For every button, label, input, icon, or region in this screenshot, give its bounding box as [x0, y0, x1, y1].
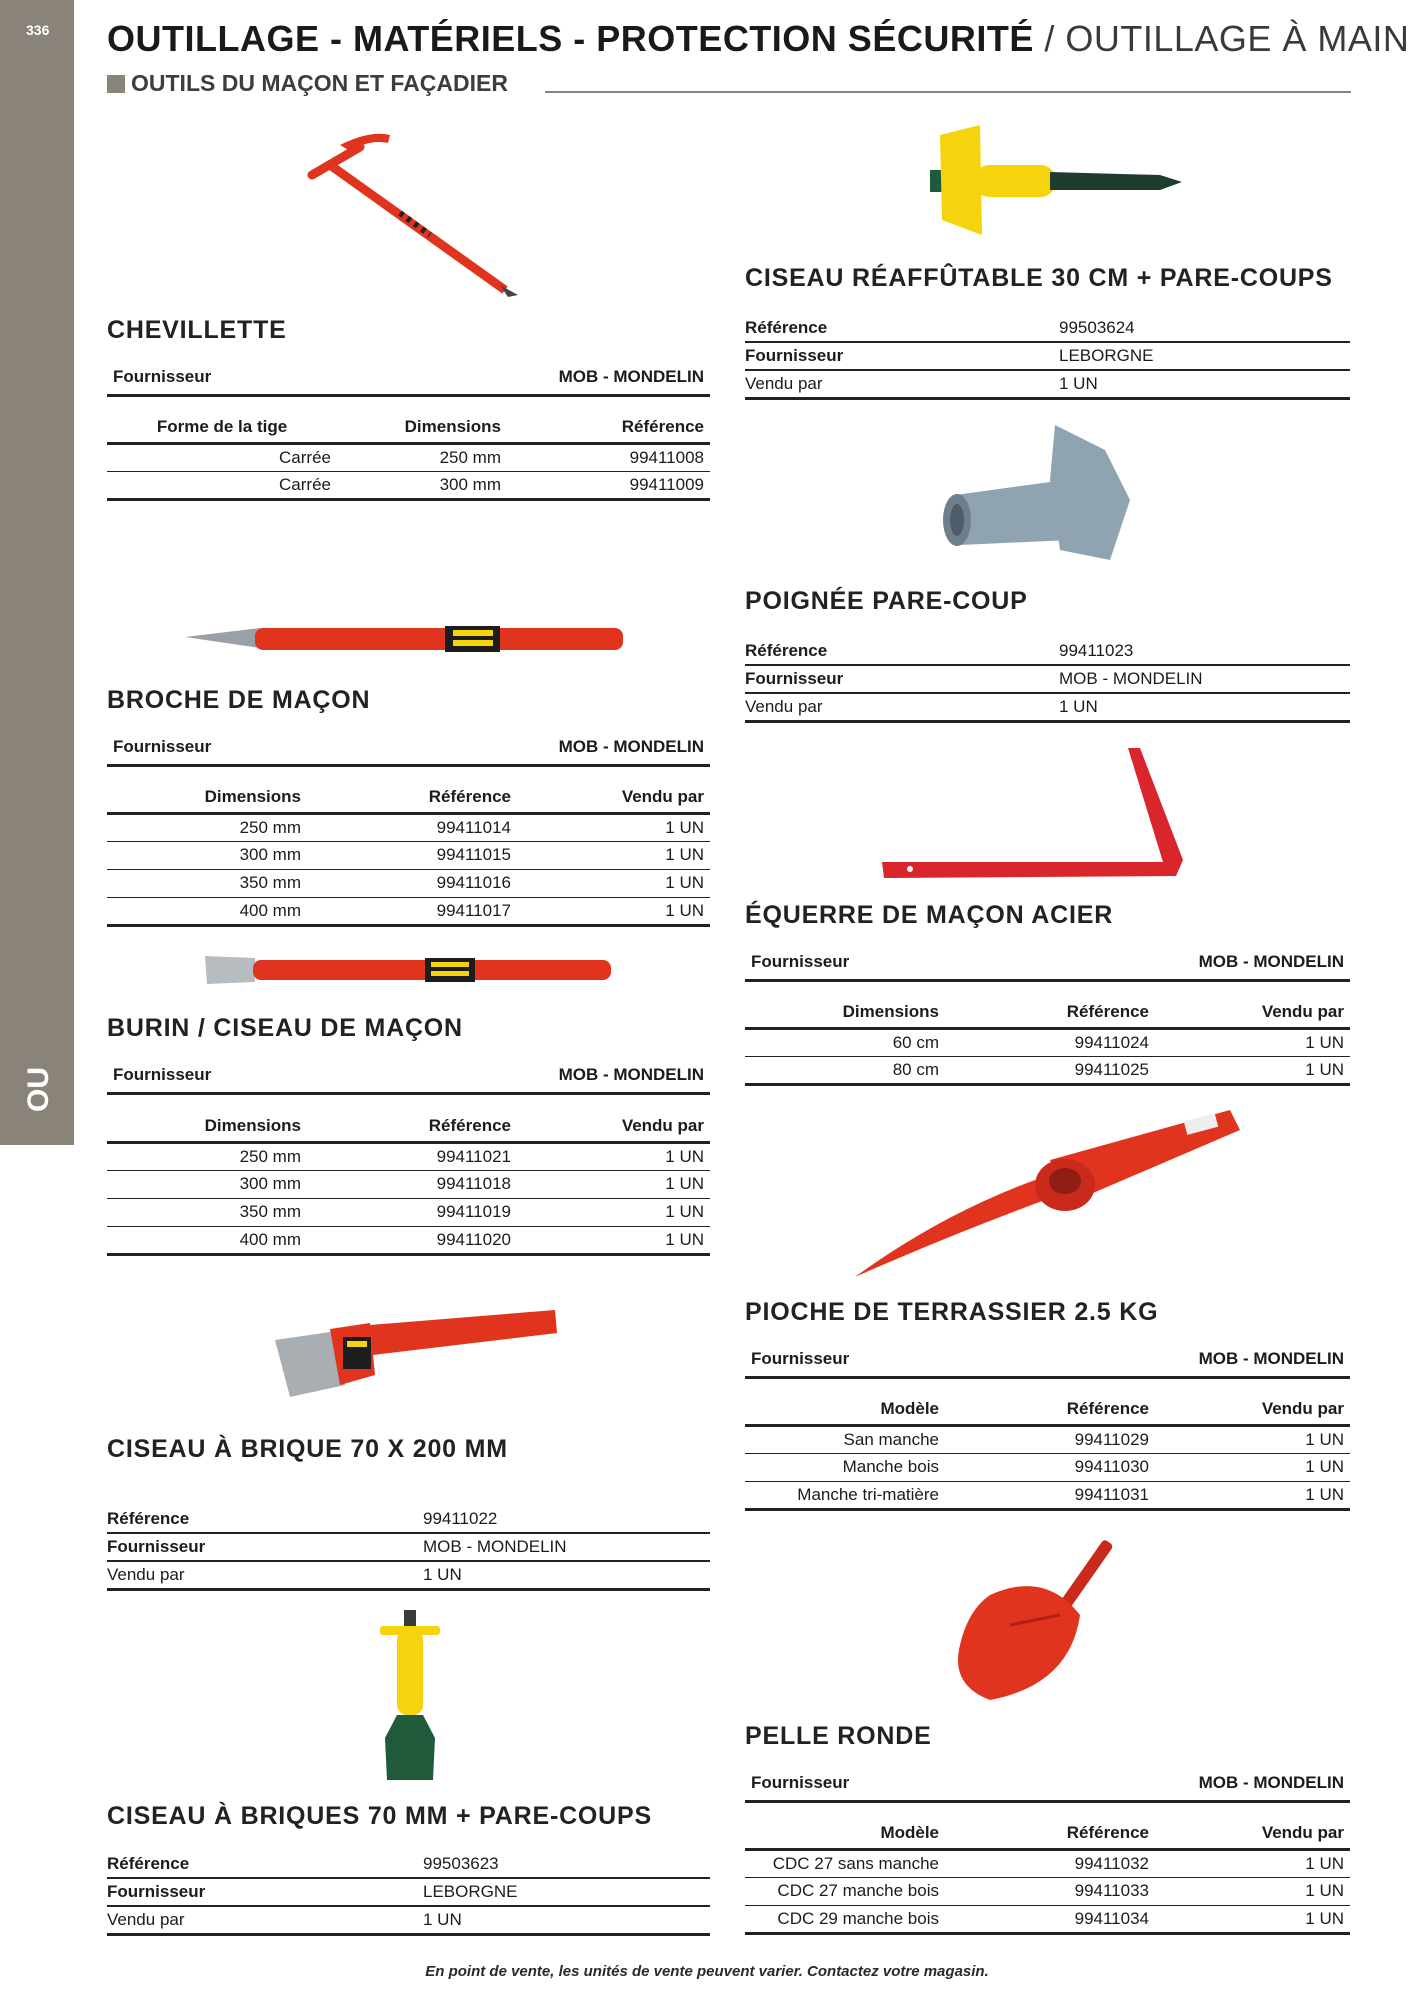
square-marker-icon: [107, 75, 125, 93]
table-row: [745, 1453, 1350, 1481]
category-heading: [107, 70, 508, 97]
table-cell: Fournisseur: [745, 342, 1053, 370]
table-cell: 300 mm: [337, 471, 507, 499]
ciseau-brique-table: [107, 1505, 710, 1591]
col-header: Forme de la tige: [107, 413, 337, 443]
table-cell: 1 UN: [517, 841, 710, 869]
table-cell: 1 UN: [417, 1906, 710, 1934]
table-cell: 99411017: [307, 897, 517, 925]
table-cell: San manche: [745, 1425, 945, 1453]
table-cell: 1 UN: [1053, 693, 1350, 721]
ciseau-briques-pc-title: CISEAU À BRIQUES 70 MM + PARE-COUPS: [107, 1802, 652, 1830]
col-header: Vendu par: [1155, 1819, 1350, 1849]
burin-title: BURIN / CISEAU DE MAÇON: [107, 1014, 463, 1042]
table-cell: 1 UN: [517, 1170, 710, 1198]
table-cell: 1 UN: [517, 1226, 710, 1254]
col-header: Dimensions: [107, 1112, 307, 1142]
table-cell: 99411032: [945, 1849, 1155, 1877]
table-cell: Vendu par: [745, 693, 1053, 721]
col-header: Référence: [307, 1112, 517, 1142]
poignee-title: POIGNÉE PARE-COUP: [745, 587, 1028, 615]
table-cell: 1 UN: [1155, 1849, 1350, 1877]
table-cell: 99411029: [945, 1425, 1155, 1453]
table-cell: 99411023: [1053, 637, 1350, 665]
supplier-value: MOB - MONDELIN: [994, 1767, 1350, 1801]
category-heading-text: OUTILS DU MAÇON ET FAÇADIER: [131, 70, 508, 96]
col-header: Référence: [307, 783, 517, 813]
supplier-value: MOB - MONDELIN: [355, 361, 710, 395]
table-row: [107, 813, 710, 841]
table-cell: 1 UN: [1155, 1481, 1350, 1509]
supplier-label: Fournisseur: [107, 1059, 355, 1093]
pelle-table: [745, 1819, 1350, 1935]
table-cell: 1 UN: [417, 1561, 710, 1589]
supplier-label: Fournisseur: [107, 731, 355, 765]
table-cell: CDC 27 manche bois: [745, 1877, 945, 1905]
table-row: [745, 1028, 1350, 1056]
table-cell: 1 UN: [1155, 1425, 1350, 1453]
supplier-label: Fournisseur: [745, 1767, 994, 1801]
col-header: Référence: [507, 413, 710, 443]
table-cell: 300 mm: [107, 1170, 307, 1198]
table-row: [107, 1142, 710, 1170]
table-row: [745, 1425, 1350, 1453]
table-cell: 350 mm: [107, 1198, 307, 1226]
table-cell: CDC 29 manche bois: [745, 1905, 945, 1933]
table-row: [107, 1561, 710, 1589]
ciseau-brique-title: CISEAU À BRIQUE 70 X 200 MM: [107, 1435, 508, 1463]
table-cell: 99411031: [945, 1481, 1155, 1509]
table-cell: 350 mm: [107, 869, 307, 897]
broche-title: BROCHE DE MAÇON: [107, 686, 371, 714]
table-row: [107, 897, 710, 925]
table-cell: LEBORGNE: [1053, 342, 1350, 370]
table-cell: 99411024: [945, 1028, 1155, 1056]
table-cell: Vendu par: [745, 370, 1053, 398]
table-cell: Référence: [745, 637, 1053, 665]
ciseau-brique-image: [275, 1305, 560, 1400]
table-row: [745, 370, 1350, 398]
table-row: [107, 841, 710, 869]
burin-table: [107, 1112, 710, 1256]
table-cell: Carrée: [107, 443, 337, 471]
table-cell: MOB - MONDELIN: [417, 1533, 710, 1561]
table-cell: Vendu par: [107, 1561, 417, 1589]
table-cell: 1 UN: [517, 869, 710, 897]
footer-note: En point de vente, les unités de vente peuvent varier. Contactez votre magasin.: [425, 1963, 989, 1980]
table-cell: 1 UN: [517, 1198, 710, 1226]
table-row: [745, 1056, 1350, 1084]
table-cell: Référence: [107, 1505, 417, 1533]
poignee-table: [745, 637, 1350, 723]
table-row: [107, 471, 710, 499]
table-cell: 250 mm: [107, 813, 307, 841]
table-cell: 1 UN: [1155, 1453, 1350, 1481]
ciseau-reaffutable-title: CISEAU RÉAFFÛTABLE 30 CM + PARE-COUPS: [745, 264, 1333, 292]
table-row: [107, 1533, 710, 1561]
col-header: Référence: [945, 1395, 1155, 1425]
table-cell: 1 UN: [1053, 370, 1350, 398]
table-cell: 99411020: [307, 1226, 517, 1254]
burin-image: [205, 952, 615, 988]
col-header: Référence: [945, 1819, 1155, 1849]
table-cell: 1 UN: [1155, 1877, 1350, 1905]
table-cell: 1 UN: [1155, 1028, 1350, 1056]
pioche-title: PIOCHE DE TERRASSIER 2.5 KG: [745, 1298, 1159, 1326]
supplier-label: Fournisseur: [745, 946, 994, 980]
table-cell: 99411021: [307, 1142, 517, 1170]
col-header: Modèle: [745, 1819, 945, 1849]
header-divider: [545, 91, 1351, 93]
table-row: [107, 1505, 710, 1533]
table-cell: Fournisseur: [107, 1878, 417, 1906]
table-row: [107, 1198, 710, 1226]
table-cell: 99411034: [945, 1905, 1155, 1933]
ciseau-reaffutable-image: [920, 120, 1185, 245]
table-cell: 250 mm: [337, 443, 507, 471]
supplier-value: MOB - MONDELIN: [355, 1059, 710, 1093]
col-header: Dimensions: [337, 413, 507, 443]
table-cell: Manche bois: [745, 1453, 945, 1481]
table-cell: 60 cm: [745, 1028, 945, 1056]
table-row: [107, 1850, 710, 1878]
table-cell: MOB - MONDELIN: [1053, 665, 1350, 693]
table-row: [745, 1849, 1350, 1877]
chevillette-image: [300, 125, 530, 300]
table-cell: LEBORGNE: [417, 1878, 710, 1906]
supplier-value: MOB - MONDELIN: [994, 1343, 1350, 1377]
table-cell: Fournisseur: [107, 1533, 417, 1561]
supplier-value: MOB - MONDELIN: [355, 731, 710, 765]
table-row: [745, 665, 1350, 693]
col-header: Vendu par: [1155, 1395, 1350, 1425]
table-cell: 1 UN: [1155, 1905, 1350, 1933]
burin-supplier-table: [107, 1059, 710, 1095]
table-cell: 99411019: [307, 1198, 517, 1226]
broche-supplier-table: [107, 731, 710, 767]
section-code: OU: [22, 1067, 55, 1112]
page-number: 336: [26, 22, 50, 38]
supplier-label: Fournisseur: [745, 1343, 994, 1377]
table-cell: Carrée: [107, 471, 337, 499]
table-cell: Référence: [745, 314, 1053, 342]
table-cell: 400 mm: [107, 1226, 307, 1254]
table-row: [745, 637, 1350, 665]
table-row: [745, 1481, 1350, 1509]
broche-table: [107, 783, 710, 927]
table-cell: 80 cm: [745, 1056, 945, 1084]
table-cell: 99411016: [307, 869, 517, 897]
equerre-image: [878, 748, 1188, 883]
table-cell: Vendu par: [107, 1906, 417, 1934]
table-cell: Fournisseur: [745, 665, 1053, 693]
page-title-suffix: / OUTILLAGE À MAIN: [1044, 18, 1410, 59]
col-header: Dimensions: [107, 783, 307, 813]
table-cell: 1 UN: [517, 1142, 710, 1170]
col-header: Vendu par: [517, 783, 710, 813]
table-row: [107, 1906, 710, 1934]
equerre-supplier-table: [745, 946, 1350, 982]
chevillette-title: CHEVILLETTE: [107, 316, 287, 344]
table-cell: 99411018: [307, 1170, 517, 1198]
pioche-table: [745, 1395, 1350, 1511]
ciseau-reaffutable-table: [745, 314, 1350, 400]
page-title: [107, 18, 1409, 60]
pioche-supplier-table: [745, 1343, 1350, 1379]
table-row: [745, 1877, 1350, 1905]
table-row: [745, 314, 1350, 342]
poignee-image: [935, 420, 1135, 565]
table-cell: 99411033: [945, 1877, 1155, 1905]
ciseau-briques-pc-table: [107, 1850, 710, 1936]
col-header: Dimensions: [745, 998, 945, 1028]
page-title-main: OUTILLAGE - MATÉRIELS - PROTECTION SÉCURITÉ: [107, 18, 1034, 59]
table-cell: 300 mm: [107, 841, 307, 869]
table-cell: 250 mm: [107, 1142, 307, 1170]
pelle-title: PELLE RONDE: [745, 1722, 932, 1750]
table-row: [107, 869, 710, 897]
supplier-label: Fournisseur: [107, 361, 355, 395]
pelle-image: [950, 1535, 1140, 1705]
pelle-supplier-table: [745, 1767, 1350, 1803]
col-header: Vendu par: [517, 1112, 710, 1142]
table-cell: 1 UN: [517, 813, 710, 841]
table-cell: 400 mm: [107, 897, 307, 925]
table-row: [745, 693, 1350, 721]
col-header: Vendu par: [1155, 998, 1350, 1028]
table-row: [107, 1170, 710, 1198]
table-row: [107, 1878, 710, 1906]
table-cell: Manche tri-matière: [745, 1481, 945, 1509]
table-cell: 99411022: [417, 1505, 710, 1533]
table-cell: 99411014: [307, 813, 517, 841]
chevillette-table: [107, 413, 710, 501]
ciseau-briques-pc-image: [375, 1610, 445, 1780]
table-cell: 99411025: [945, 1056, 1155, 1084]
table-cell: 99411008: [507, 443, 710, 471]
chevillette-supplier-table: [107, 361, 710, 397]
table-cell: 99411030: [945, 1453, 1155, 1481]
table-cell: CDC 27 sans manche: [745, 1849, 945, 1877]
broche-image: [185, 620, 635, 660]
table-row: [107, 443, 710, 471]
col-header: Référence: [945, 998, 1155, 1028]
pioche-image: [850, 1105, 1240, 1280]
table-cell: 99411009: [507, 471, 710, 499]
col-header: Modèle: [745, 1395, 945, 1425]
table-cell: 1 UN: [517, 897, 710, 925]
table-cell: 99503624: [1053, 314, 1350, 342]
equerre-table: [745, 998, 1350, 1086]
section-sidebar: [0, 0, 74, 1145]
equerre-title: ÉQUERRE DE MAÇON ACIER: [745, 901, 1114, 929]
table-cell: 99411015: [307, 841, 517, 869]
table-row: [745, 342, 1350, 370]
table-cell: Référence: [107, 1850, 417, 1878]
table-cell: 1 UN: [1155, 1056, 1350, 1084]
supplier-value: MOB - MONDELIN: [994, 946, 1350, 980]
table-cell: 99503623: [417, 1850, 710, 1878]
table-row: [107, 1226, 710, 1254]
table-row: [745, 1905, 1350, 1933]
